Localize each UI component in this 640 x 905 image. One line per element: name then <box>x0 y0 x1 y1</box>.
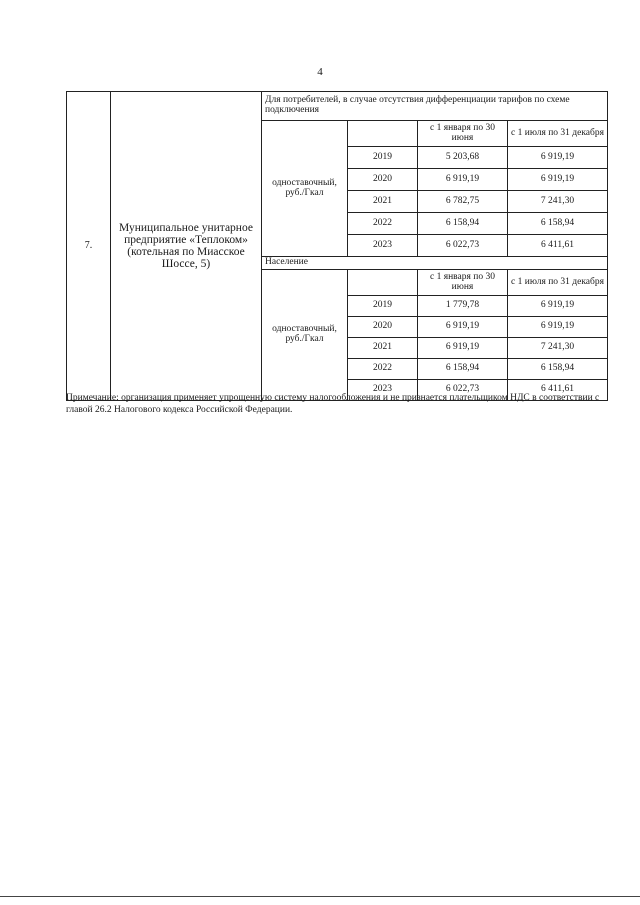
footnote: Примечание: организация применяет упрощенную систему налогообложения и не признается плательщиком НДС в соответствии с главой 26.2 Налогового кодекса Российской Федерации. <box>66 393 600 416</box>
page-bottom-divider <box>0 896 640 897</box>
value-second-half: 6 411,61 <box>508 235 608 257</box>
value-first-half: 6 158,94 <box>418 359 508 380</box>
section-header-row <box>67 92 608 121</box>
value-first-half: 5 203,68 <box>418 147 508 169</box>
period-header-second-half: с 1 июля по 31 декабря <box>508 121 608 147</box>
rate-name: одноставочный, руб./Гкал <box>262 270 348 401</box>
value-second-half: 6 919,19 <box>508 317 608 338</box>
page-number: 4 <box>317 66 323 78</box>
value-second-half: 6 919,19 <box>508 169 608 191</box>
section-title: Население <box>262 257 608 270</box>
value-first-half: 6 919,19 <box>418 317 508 338</box>
value-second-half: 6 919,19 <box>508 296 608 317</box>
year-cell: 2021 <box>348 338 418 359</box>
year-cell: 2019 <box>348 147 418 169</box>
value-second-half: 6 919,19 <box>508 147 608 169</box>
organization-name: Муниципальное унитарное предприятие «Теплоком» (котельная по Миасское Шоссе, 5) <box>111 92 262 401</box>
year-cell: 2020 <box>348 169 418 191</box>
value-first-half: 6 919,19 <box>418 169 508 191</box>
value-second-half: 7 241,30 <box>508 191 608 213</box>
value-first-half: 6 022,73 <box>418 235 508 257</box>
year-cell: 2019 <box>348 296 418 317</box>
value-first-half: 1 779,78 <box>418 296 508 317</box>
value-first-half: 6 022,73 <box>418 380 508 401</box>
period-header-first-half: с 1 января по 30 июня <box>418 121 508 147</box>
value-second-half: 6 158,94 <box>508 213 608 235</box>
value-second-half: 6 411,61 <box>508 380 608 401</box>
value-first-half: 6 782,75 <box>418 191 508 213</box>
year-cell: 2022 <box>348 213 418 235</box>
value-first-half: 6 919,19 <box>418 338 508 359</box>
tariff-table <box>66 91 608 401</box>
year-cell: 2023 <box>348 235 418 257</box>
row-number: 7. <box>67 92 111 401</box>
year-cell: 2021 <box>348 191 418 213</box>
blank-header-cell <box>348 270 418 296</box>
section-title: Для потребителей, в случае отсутствия дифференциации тарифов по схеме подключения <box>262 92 608 121</box>
rate-name: одноставочный, руб./Гкал <box>262 121 348 257</box>
blank-header-cell <box>348 121 418 147</box>
year-cell: 2022 <box>348 359 418 380</box>
value-first-half: 6 158,94 <box>418 213 508 235</box>
value-second-half: 6 158,94 <box>508 359 608 380</box>
year-cell: 2020 <box>348 317 418 338</box>
period-header-second-half: с 1 июля по 31 декабря <box>508 270 608 296</box>
value-second-half: 7 241,30 <box>508 338 608 359</box>
period-header-first-half: с 1 января по 30 июня <box>418 270 508 296</box>
year-cell: 2023 <box>348 380 418 401</box>
